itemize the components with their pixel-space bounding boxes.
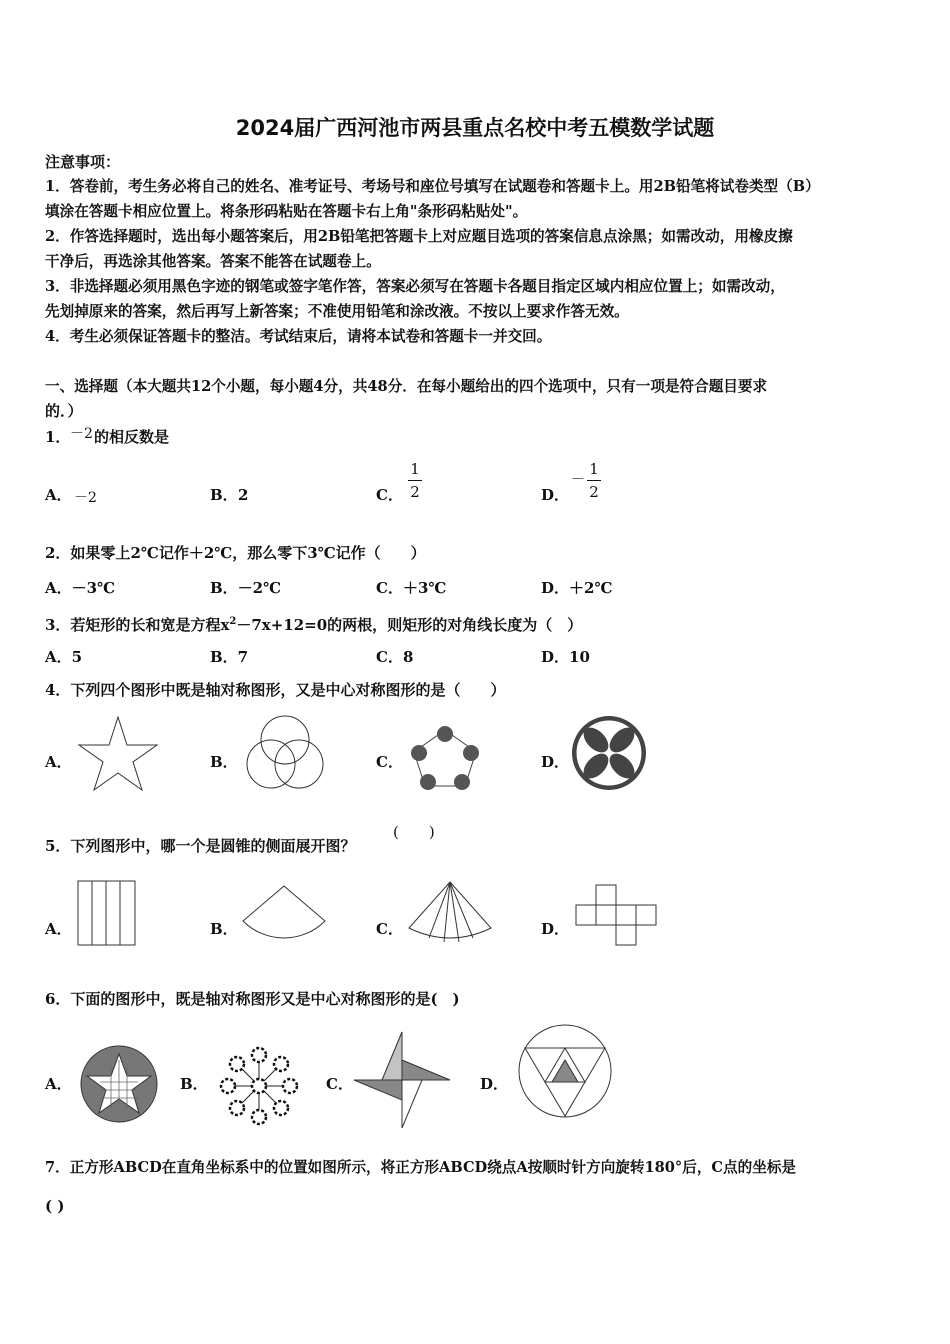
q4-pentagon-figure xyxy=(405,722,485,792)
q4-option-b-label: B． xyxy=(210,753,238,771)
section-heading-line-1: 一、选择题（本大题共12个小题，每小题4分，共48分．在每小题给出的四个选项中，只有一项是符合题目要求 xyxy=(45,378,768,395)
q1-expression: －2 xyxy=(70,426,93,442)
q4-three-circles-figure xyxy=(240,712,330,792)
notice-heading: 注意事项： xyxy=(45,153,121,171)
notice-line-2: 填涂在答题卡相应位置上。将条形码粘贴在答题卡右上角"条形码粘贴处"。 xyxy=(45,203,528,220)
q2-option-a: A．－3℃ xyxy=(45,579,116,597)
q5-option-b-label: B． xyxy=(210,920,238,938)
q7-stem-line-1: 7．正方形ABCD在直角坐标系中的位置如图所示，将正方形ABCD绕点A按顺时针方向旋转180°后，C点的坐标是 xyxy=(45,1159,797,1176)
q5-option-c-label: C． xyxy=(376,920,403,938)
q3-stem-pre: 3．若矩形的长和宽是方程x xyxy=(45,616,230,634)
q6-option-a-label: A． xyxy=(45,1075,72,1093)
q1-option-a-label: A． xyxy=(45,486,72,504)
q5-sector-figure xyxy=(240,884,328,946)
q5-answer-paren: ( ) xyxy=(393,823,435,841)
q7-stem-line-2: ( ) xyxy=(45,1197,65,1215)
q6-star-in-circle-figure xyxy=(78,1044,164,1124)
q3-option-d: D．10 xyxy=(541,648,590,666)
q5-stem: 5．下列图形中，哪一个是圆锥的侧面展开图？ xyxy=(45,837,356,855)
q1-d-denominator: 2 xyxy=(589,483,599,501)
q3-option-b: B．7 xyxy=(210,648,249,666)
q1-option-c-label: C． xyxy=(376,486,403,504)
q6-stem: 6．下面的图形中，既是轴对称图形又是中心对称图形的是( ) xyxy=(45,990,460,1008)
q5-cone-figure xyxy=(406,880,494,946)
q2-option-c: C．＋3℃ xyxy=(376,579,447,597)
q3-option-a: A．5 xyxy=(45,648,83,666)
q2-stem: 2．如果零上2℃记作＋2℃，那么零下3℃记作（ ） xyxy=(45,544,426,562)
q6-pinwheel-figure xyxy=(352,1030,452,1130)
q1-c-numerator: 1 xyxy=(410,460,420,478)
q4-star-figure xyxy=(75,714,161,792)
q5-rectangles-figure xyxy=(77,880,137,947)
q4-option-a-label: A． xyxy=(45,753,72,771)
q1-d-numerator: 1 xyxy=(589,460,599,478)
q4-option-d-label: D． xyxy=(541,753,570,771)
q1-c-denominator: 2 xyxy=(410,483,420,501)
q2-option-b: B．－2℃ xyxy=(210,579,282,597)
q5-cube-net-figure xyxy=(575,884,661,946)
q1-number: 1． xyxy=(45,428,71,446)
q5-option-a-label: A． xyxy=(45,920,72,938)
notice-line-1: 1．答卷前，考生务必将自己的姓名、准考证号、考场号和座位号填写在试题卷和答题卡上。用2B铅笔将试卷类型（B） xyxy=(45,178,820,195)
q5-option-d-label: D． xyxy=(541,920,570,938)
q6-option-d-label: D． xyxy=(480,1075,509,1093)
q3-superscript: 2 xyxy=(229,616,237,627)
q1-option-d-fraction xyxy=(587,460,601,501)
q3-stem xyxy=(45,612,582,635)
q2-option-d: D．＋2℃ xyxy=(541,579,613,597)
section-heading-line-2: 的．） xyxy=(45,402,83,420)
q6-triangle-in-circle-figure xyxy=(516,1022,614,1120)
q3-option-c: C．8 xyxy=(376,648,414,666)
notice-line-5: 3．非选择题必须用黑色字迹的钢笔或签字笔作答，答案必须写在答题卡各题目指定区域内相应位置上；如需改动， xyxy=(45,278,785,295)
notice-line-6: 先划掉原来的答案，然后再写上新答案；不准使用铅笔和涂改液。不按以上要求作答无效。 xyxy=(45,303,629,320)
q4-stem: 4．下列四个图形中既是轴对称图形，又是中心对称图形的是（ ） xyxy=(45,681,506,699)
q4-circle-petals-figure xyxy=(570,714,648,792)
q1-option-b-label: B． xyxy=(210,486,238,504)
q1-option-b-value: 2 xyxy=(238,486,249,504)
notice-line-3: 2．作答选择题时，选出每小题答案后，用2B铅笔把答题卡上对应题目选项的答案信息点涂黑；如需改动，用橡皮擦 xyxy=(45,228,793,245)
q1-stem: 的相反数是 xyxy=(94,428,170,446)
q1-option-d-label: D． xyxy=(541,486,570,504)
q1-option-d-sign: － xyxy=(571,472,585,488)
notice-line-7: 4．考生必须保证答题卡的整洁。考试结束后，请将本试卷和答题卡一并交回。 xyxy=(45,328,552,345)
q6-option-c-label: C． xyxy=(326,1075,353,1093)
q1-option-a-value: －2 xyxy=(74,490,97,506)
q6-option-b-label: B． xyxy=(180,1075,208,1093)
q1-option-c-fraction xyxy=(408,460,422,501)
notice-line-4: 干净后，再选涂其他答案。答案不能答在试题卷上。 xyxy=(45,253,381,270)
q3-stem-post: －7x+12=0的两根，则矩形的对角线长度为（ ） xyxy=(236,616,583,634)
page-title: 2024届广西河池市两县重点名校中考五模数学试题 xyxy=(235,116,715,140)
q4-option-c-label: C． xyxy=(376,753,403,771)
q6-flower-figure xyxy=(216,1046,302,1126)
